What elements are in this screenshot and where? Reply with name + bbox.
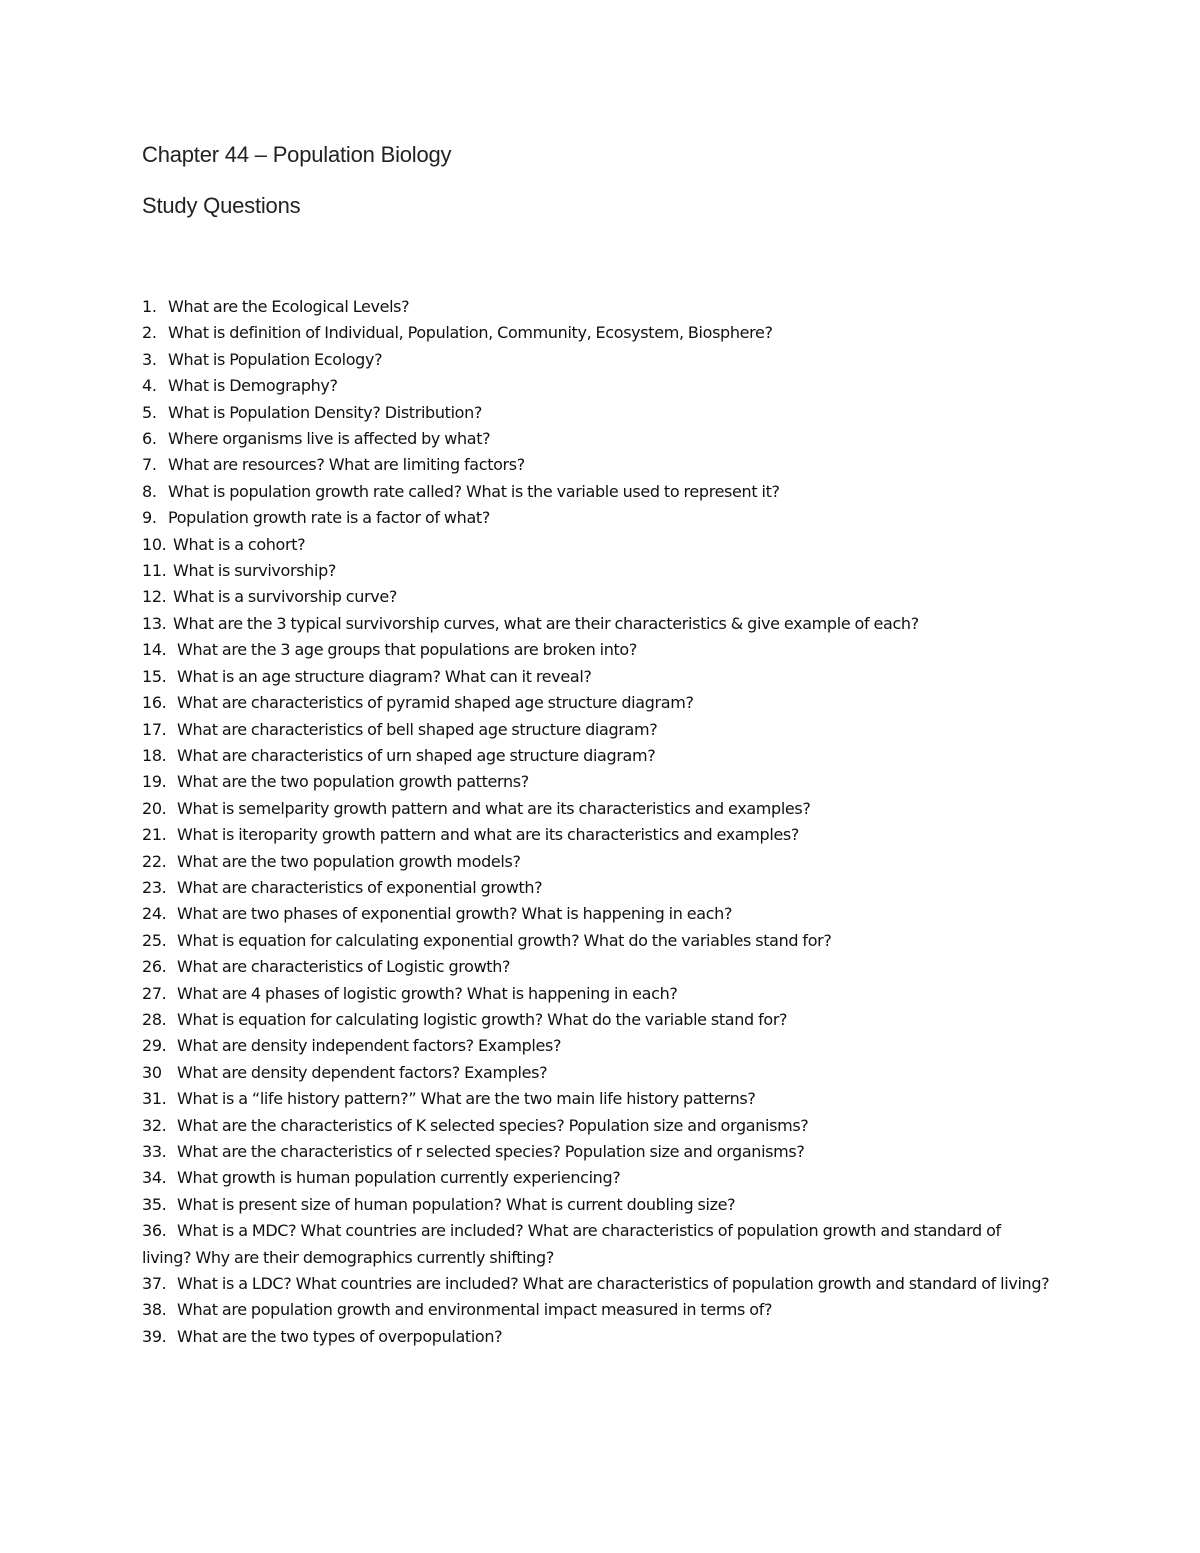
question-item	[142, 796, 1052, 822]
question-number: 17.	[142, 719, 167, 739]
question-number: 25.	[142, 930, 167, 950]
question-text: What are the characteristics of K selected species? Population size and organisms?	[177, 1115, 809, 1135]
question-text: What are the two population growth patterns?	[177, 772, 529, 792]
question-text: What are density independent factors? Examples?	[177, 1036, 562, 1056]
question-text: What are the two types of overpopulation?	[177, 1326, 503, 1346]
question-number: 29.	[142, 1036, 167, 1056]
question-item	[142, 611, 1052, 637]
question-text: What is a “life history pattern?” What are the two main life history patterns?	[177, 1089, 756, 1109]
question-number: 18.	[142, 745, 167, 765]
question-text: What are density dependent factors? Examples?	[177, 1062, 548, 1082]
question-text: What are characteristics of Logistic growth?	[177, 957, 511, 977]
question-number: 16.	[142, 693, 167, 713]
question-text: What is definition of Individual, Population, Community, Ecosystem, Biosphere?	[168, 323, 773, 343]
question-number: 20.	[142, 798, 167, 818]
question-number: 8.	[142, 481, 157, 501]
question-number: 31.	[142, 1089, 167, 1109]
question-number: 7.	[142, 455, 157, 475]
question-text: What growth is human population currently experiencing?	[177, 1168, 621, 1188]
page-subtitle: Study Questions	[142, 193, 301, 218]
question-text: Where organisms live is affected by what?	[168, 429, 491, 449]
question-item	[142, 1060, 1052, 1086]
question-text: What is equation for calculating exponential growth? What do the variables stand for?	[177, 930, 832, 950]
question-number: 38.	[142, 1300, 167, 1320]
question-text: What are the characteristics of r selected species? Population size and organisms?	[177, 1142, 805, 1161]
question-number: 9.	[142, 508, 157, 528]
question-number: 15.	[142, 666, 167, 686]
question-text: What are the two population growth models?	[177, 851, 521, 871]
question-number: 4.	[142, 376, 157, 396]
question-text: What is a survivorship curve?	[173, 587, 398, 607]
question-item	[142, 479, 1052, 505]
question-text: What is a cohort?	[173, 534, 306, 554]
question-item	[142, 1192, 1052, 1218]
question-text: What are population growth and environmental impact measured in terms of?	[177, 1300, 773, 1320]
question-number: 13.	[142, 613, 167, 633]
question-number: 28.	[142, 1009, 167, 1029]
question-text: What is Population Density? Distribution?	[168, 402, 483, 422]
question-item	[142, 400, 1052, 426]
question-text: What are characteristics of bell shaped age structure diagram?	[177, 719, 658, 739]
question-item	[142, 426, 1052, 452]
question-item	[142, 373, 1052, 399]
question-item	[142, 558, 1052, 584]
question-item	[142, 1033, 1052, 1059]
question-number: 2.	[142, 323, 157, 343]
question-text: What is survivorship?	[173, 561, 337, 581]
question-text: What are characteristics of exponential growth?	[177, 877, 543, 897]
question-text: What is a MDC? What countries are included? What are characteristics of population growth and standard of living? Why are their demographics currently shifting?	[142, 1221, 1001, 1267]
question-item	[142, 1139, 1052, 1165]
question-number: 35.	[142, 1194, 167, 1214]
question-text: What is equation for calculating logistic growth? What do the variable stand for?	[177, 1009, 788, 1029]
question-number: 14.	[142, 640, 167, 660]
question-text: What are the 3 typical survivorship curves, what are their characteristics & give example of each?	[173, 613, 919, 633]
question-number: 12.	[142, 587, 167, 607]
question-item	[142, 981, 1052, 1007]
question-item	[142, 452, 1052, 478]
question-item	[142, 743, 1052, 769]
question-item	[142, 294, 1052, 320]
question-number: 11.	[142, 561, 167, 581]
page-title: Chapter 44 – Population Biology	[142, 142, 452, 167]
question-item	[142, 1297, 1052, 1323]
question-item	[142, 849, 1052, 875]
question-number: 33.	[142, 1142, 167, 1161]
question-item	[142, 347, 1052, 373]
question-item	[142, 664, 1052, 690]
question-list	[142, 294, 1052, 1350]
question-item	[142, 505, 1052, 531]
question-text: What are the 3 age groups that populations are broken into?	[177, 640, 638, 660]
question-text: What is population growth rate called? What is the variable used to represent it?	[168, 481, 780, 501]
question-item	[142, 1165, 1052, 1191]
question-number: 5.	[142, 402, 157, 422]
question-number: 3.	[142, 349, 157, 369]
question-item	[142, 901, 1052, 927]
question-item	[142, 584, 1052, 610]
question-text: What are characteristics of pyramid shaped age structure diagram?	[177, 693, 694, 713]
question-number: 34.	[142, 1168, 167, 1188]
question-text: What is Population Ecology?	[168, 349, 383, 369]
question-item	[142, 532, 1052, 558]
question-item	[142, 1218, 1052, 1271]
question-text: What are resources? What are limiting factors?	[168, 455, 525, 475]
question-number: 24.	[142, 904, 167, 924]
question-item	[142, 928, 1052, 954]
question-text: What are two phases of exponential growth? What is happening in each?	[177, 904, 733, 924]
question-number: 26.	[142, 957, 167, 977]
question-text: What is a LDC? What countries are included? What are characteristics of population growth and standard of living?	[177, 1274, 1050, 1294]
question-text: What are the Ecological Levels?	[168, 297, 410, 316]
question-item	[142, 690, 1052, 716]
question-item	[142, 769, 1052, 795]
question-item	[142, 822, 1052, 848]
question-text: What is iteroparity growth pattern and what are its characteristics and examples?	[177, 825, 800, 845]
question-item	[142, 1324, 1052, 1350]
question-number: 37.	[142, 1274, 167, 1294]
question-text: What is present size of human population? What is current doubling size?	[177, 1194, 736, 1214]
question-text: Population growth rate is a factor of what?	[168, 508, 490, 528]
question-text: What is semelparity growth pattern and what are its characteristics and examples?	[177, 798, 811, 818]
question-text: What is Demography?	[168, 376, 338, 396]
question-item	[142, 1086, 1052, 1112]
question-item	[142, 1007, 1052, 1033]
question-number: 22.	[142, 851, 167, 871]
question-item	[142, 1271, 1052, 1297]
question-number: 10.	[142, 534, 167, 554]
question-number: 23.	[142, 877, 167, 897]
question-number: 27.	[142, 983, 167, 1003]
question-number: 1.	[142, 297, 157, 316]
question-number: 21.	[142, 825, 167, 845]
question-number: 32.	[142, 1115, 167, 1135]
question-item	[142, 637, 1052, 663]
question-number: 30	[142, 1062, 162, 1082]
question-number: 19.	[142, 772, 167, 792]
question-item	[142, 954, 1052, 980]
question-text: What is an age structure diagram? What can it reveal?	[177, 666, 592, 686]
question-text: What are 4 phases of logistic growth? What is happening in each?	[177, 983, 678, 1003]
question-number: 36.	[142, 1221, 167, 1241]
question-item	[142, 320, 1052, 346]
question-number: 6.	[142, 429, 157, 449]
question-item	[142, 875, 1052, 901]
question-item	[142, 717, 1052, 743]
question-number: 39.	[142, 1326, 167, 1346]
question-text: What are characteristics of urn shaped age structure diagram?	[177, 745, 656, 765]
question-item	[142, 1113, 1052, 1139]
